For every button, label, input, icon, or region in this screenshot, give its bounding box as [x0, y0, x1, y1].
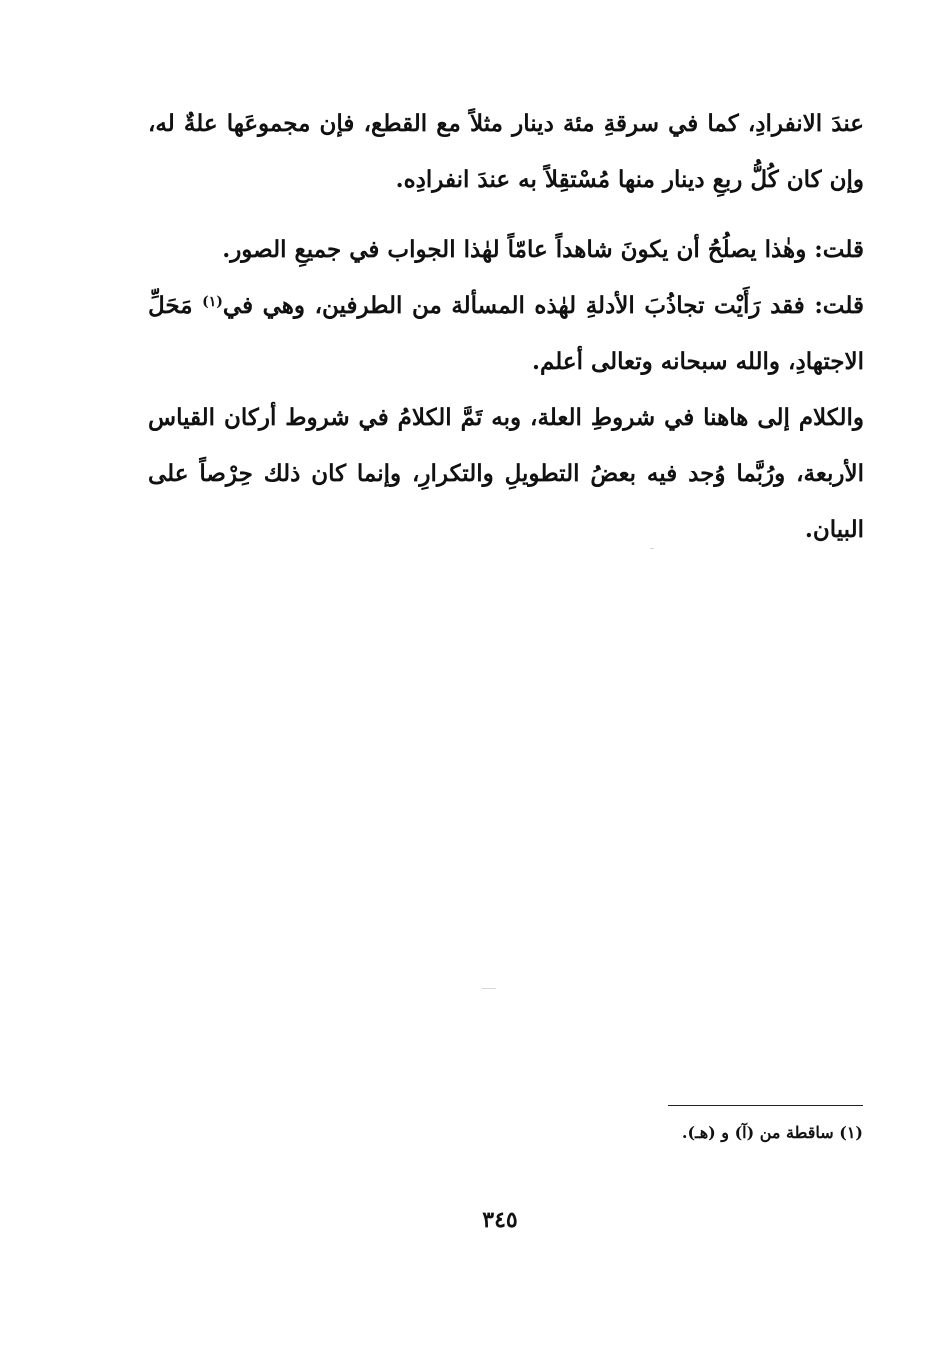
footnote-separator — [668, 1105, 863, 1106]
scan-speck — [482, 988, 496, 989]
paragraph-2-text: قلت: وهٰذا يصلُحُ أن يكونَ شاهداً عامّاً لهٰذا الجواب في جميعِ الصور. — [222, 236, 864, 263]
paragraph-1 — [148, 96, 864, 208]
footnote — [560, 1118, 863, 1148]
main-text — [148, 96, 864, 558]
footnote-marker: (١) — [202, 294, 223, 310]
paragraph-3 — [148, 278, 864, 390]
paragraph-3-text-after: مَحَلِّ الاجتهادِ، والله سبحانه وتعالى أعلم. — [148, 292, 864, 375]
scan-speck — [650, 548, 654, 549]
page-number: ٣٤٥ — [482, 1207, 518, 1233]
paragraph-4-text: والكلام إلى هاهنا في شروطِ العلة، وبه تَمَّ الكلامُ في شروط أركان القياس الأربعة، ورُبَّما وُجد فيه بعضُ التطويلِ والتكرارِ، وإنما كان ذلك حِرْصاً على البيان. — [148, 404, 864, 543]
paragraph-1-text: عندَ الانفرادِ، كما في سرقةِ مئة دينار مثلاً مع القطع، فإن مجموعَها علةٌ له، وإن كان كُلُّ ربعِ دينار منها مُسْتقِلاً به عندَ انفرادِه. — [148, 110, 864, 193]
paragraph-4 — [148, 390, 864, 558]
paragraph-3-text: قلت: فقد رَأَيْت تجاذُبَ الأدلةِ لهٰذه المسألة من الطرفين، وهي في — [222, 292, 864, 319]
footnote-text: (١) ساقطة من (آ) و (هـ). — [681, 1123, 863, 1142]
paragraph-2 — [148, 222, 864, 278]
